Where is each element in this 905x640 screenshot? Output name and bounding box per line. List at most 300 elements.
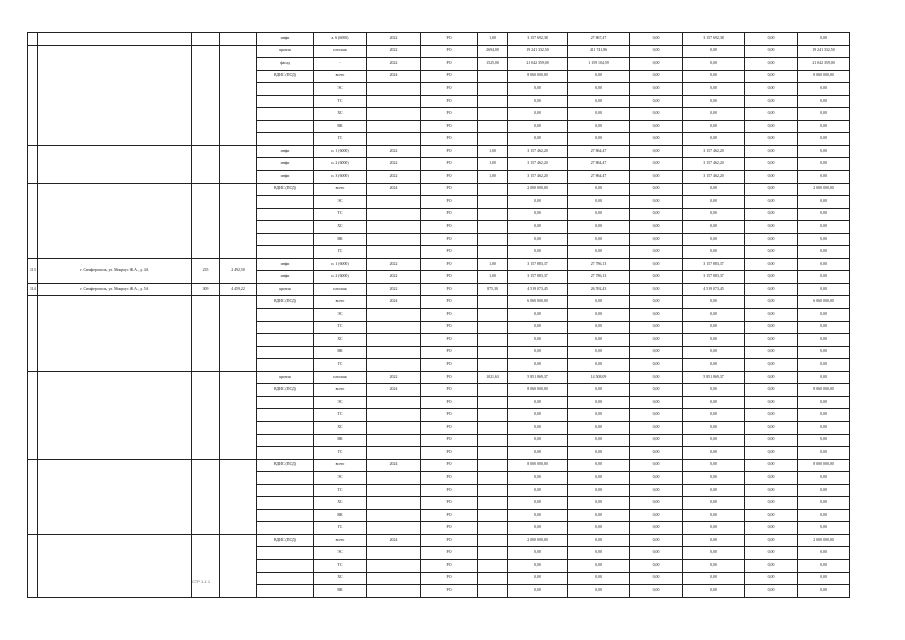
cell-source: РО: [421, 120, 478, 133]
cell-work-type: [257, 233, 314, 246]
cell-cost-extra: 0,00: [568, 459, 630, 472]
cell-cost-federal: 0,00: [630, 371, 683, 384]
cell-cost-fund: 0,00: [798, 95, 850, 108]
cell-cost-regional: 0,00: [683, 346, 745, 359]
cell-volume: [478, 334, 508, 347]
cell-row-number: [28, 459, 38, 534]
cell-volume: [478, 108, 508, 121]
cell-volume: [478, 534, 508, 547]
cell-work-type: инфи: [257, 33, 314, 46]
cell-work-type: инфи: [257, 171, 314, 184]
cell-cost-fund: 0,00: [798, 559, 850, 572]
cell-cost-extra: 0,00: [568, 70, 630, 83]
cell-volume: 1021,63: [478, 371, 508, 384]
cell-volume: [478, 585, 508, 598]
cell-apartments: [192, 534, 220, 597]
cell-work-type: ВДИС (ПСД): [257, 534, 314, 547]
cell-cost-extra: 0,00: [568, 196, 630, 209]
cell-work-type: [257, 421, 314, 434]
cell-volume: [478, 95, 508, 108]
cell-cost-fund: 0,00: [798, 283, 850, 296]
cell-cost-extra: 0,00: [568, 585, 630, 598]
cell-work-detail: ТС: [314, 409, 367, 422]
cell-cost-regional: 0,00: [683, 559, 745, 572]
cell-cost-federal: 0,00: [630, 497, 683, 510]
cell-cost-federal: 0,00: [630, 346, 683, 359]
cell-year: 2022: [367, 58, 421, 71]
cell-work-type: ВДИС (ПСД): [257, 296, 314, 309]
cell-volume: [478, 396, 508, 409]
cell-work-detail: ЭС: [314, 547, 367, 560]
cell-cost-extra: 0,00: [568, 509, 630, 522]
cell-work-type: [257, 309, 314, 322]
cell-cost-regional: 0,00: [683, 459, 745, 472]
cell-cost-federal: 0,00: [630, 45, 683, 58]
cell-work-type: фасад: [257, 58, 314, 71]
cell-work-type: [257, 196, 314, 209]
cell-cost-fund: 0,00: [798, 108, 850, 121]
cell-apartments: [192, 296, 220, 371]
cell-cost-regional: 3 157 883,37: [683, 271, 745, 284]
cell-work-detail: п. 1 (6000): [314, 145, 367, 158]
cell-cost-extra: 0,00: [568, 309, 630, 322]
cell-source: РО: [421, 70, 478, 83]
cell-work-type: [257, 108, 314, 121]
cell-year: [367, 321, 421, 334]
cell-area: [220, 33, 257, 46]
cell-work-type: [257, 221, 314, 234]
cell-year: 2024: [367, 459, 421, 472]
cell-cost-federal: 0,00: [630, 233, 683, 246]
cell-area: 4 459,22: [220, 283, 257, 296]
cell-work-detail: плоская: [314, 371, 367, 384]
cell-source: РО: [421, 384, 478, 397]
cell-cost-total: 19 241 332,50: [508, 45, 568, 58]
cell-cost-extra: 0,00: [568, 133, 630, 146]
cell-cost-regional: 0,00: [683, 70, 745, 83]
cell-cost-regional: 0,00: [683, 384, 745, 397]
cell-year: 2024: [367, 534, 421, 547]
cell-volume: [478, 547, 508, 560]
cell-cost-fund: 8 000 000,00: [798, 459, 850, 472]
cell-source: РО: [421, 346, 478, 359]
cell-cost-regional: 4 519 073,45: [683, 283, 745, 296]
cell-cost-extra: 27 786,13: [568, 258, 630, 271]
cell-cost-fund: 0,00: [798, 409, 850, 422]
cell-row-number: [28, 33, 38, 46]
cell-cost-local: 0,00: [745, 83, 798, 96]
cell-work-detail: ГС: [314, 133, 367, 146]
cell-cost-extra: 0,00: [568, 359, 630, 372]
cell-cost-fund: 0,00: [798, 221, 850, 234]
cell-cost-fund: 0,00: [798, 484, 850, 497]
register-body: [28, 33, 850, 598]
cell-cost-extra: 27 867,47: [568, 33, 630, 46]
cell-address: [38, 296, 192, 371]
cell-volume: [478, 484, 508, 497]
cell-work-detail: ВК: [314, 233, 367, 246]
cell-year: [367, 559, 421, 572]
cell-cost-extra: 0,00: [568, 208, 630, 221]
cell-cost-local: 0,00: [745, 258, 798, 271]
cell-cost-federal: 0,00: [630, 559, 683, 572]
cell-cost-total: 3 157 883,37: [508, 258, 568, 271]
cell-source: РО: [421, 133, 478, 146]
cell-year: 2022: [367, 45, 421, 58]
table-row: [28, 283, 850, 296]
cell-year: 2024: [367, 384, 421, 397]
table-row: [28, 296, 850, 309]
cell-cost-regional: 0,00: [683, 58, 745, 71]
cell-cost-fund: 8 060 000,00: [798, 384, 850, 397]
cell-cost-extra: 411 741,86: [568, 45, 630, 58]
cell-volume: [478, 497, 508, 510]
cell-cost-total: 3 157 462,20: [508, 158, 568, 171]
cell-area: [220, 45, 257, 145]
cell-volume: 1,00: [478, 271, 508, 284]
cell-cost-federal: 0,00: [630, 83, 683, 96]
cell-cost-fund: 2 000 000,00: [798, 183, 850, 196]
cell-cost-extra: 0,00: [568, 472, 630, 485]
cell-work-detail: а. 6 (6000): [314, 33, 367, 46]
cell-cost-federal: 0,00: [630, 70, 683, 83]
cell-year: [367, 497, 421, 510]
cell-source: РО: [421, 95, 478, 108]
cell-cost-extra: 0,00: [568, 447, 630, 460]
cell-cost-total: 0,00: [508, 359, 568, 372]
cell-work-type: [257, 522, 314, 535]
cell-cost-local: 0,00: [745, 45, 798, 58]
cell-cost-total: 0,00: [508, 509, 568, 522]
cell-cost-total: 0,00: [508, 346, 568, 359]
cell-apartments: [192, 459, 220, 534]
cell-volume: [478, 559, 508, 572]
cell-year: [367, 133, 421, 146]
cell-cost-total: 8 000 000,00: [508, 459, 568, 472]
cell-volume: [478, 346, 508, 359]
cell-address: [38, 459, 192, 534]
cell-cost-regional: 0,00: [683, 321, 745, 334]
register-table: [27, 32, 850, 598]
cell-work-detail: всего: [314, 534, 367, 547]
cell-source: РО: [421, 534, 478, 547]
cell-work-type: ВДИС (ПСД): [257, 459, 314, 472]
cell-cost-fund: 0,00: [798, 309, 850, 322]
cell-work-type: инфи: [257, 158, 314, 171]
cell-area: 2 492,50: [220, 258, 257, 283]
cell-cost-total: 0,00: [508, 233, 568, 246]
cell-work-type: [257, 509, 314, 522]
cell-work-detail: ЭС: [314, 309, 367, 322]
cell-cost-local: 0,00: [745, 246, 798, 259]
cell-cost-local: 0,00: [745, 309, 798, 322]
cell-cost-local: 0,00: [745, 421, 798, 434]
cell-year: [367, 83, 421, 96]
cell-cost-federal: 0,00: [630, 133, 683, 146]
cell-cost-regional: 0,00: [683, 409, 745, 422]
cell-work-detail: ВК: [314, 434, 367, 447]
cell-cost-local: 0,00: [745, 120, 798, 133]
cell-volume: [478, 434, 508, 447]
cell-cost-fund: 0,00: [798, 421, 850, 434]
cell-work-type: инфи: [257, 271, 314, 284]
cell-cost-local: 0,00: [745, 271, 798, 284]
cell-cost-local: 0,00: [745, 183, 798, 196]
cell-work-detail: п. 2 (6000): [314, 271, 367, 284]
cell-cost-regional: 3 157 462,20: [683, 158, 745, 171]
cell-cost-total: 2 000 000,00: [508, 183, 568, 196]
cell-work-type: инфи: [257, 258, 314, 271]
cell-cost-extra: 27 864,47: [568, 171, 630, 184]
table-row: [28, 183, 850, 196]
cell-area: [220, 534, 257, 597]
cell-cost-regional: 0,00: [683, 396, 745, 409]
cell-source: РО: [421, 509, 478, 522]
cell-source: РО: [421, 585, 478, 598]
cell-cost-total: 3 157 462,20: [508, 171, 568, 184]
cell-cost-fund: 0,00: [798, 447, 850, 460]
cell-cost-regional: 0,00: [683, 233, 745, 246]
cell-year: [367, 346, 421, 359]
cell-cost-total: 0,00: [508, 108, 568, 121]
cell-cost-local: 0,00: [745, 459, 798, 472]
cell-cost-local: 0,00: [745, 334, 798, 347]
cell-cost-federal: 0,00: [630, 33, 683, 46]
table-row: [28, 145, 850, 158]
cell-cost-federal: 0,00: [630, 296, 683, 309]
cell-year: 2024: [367, 296, 421, 309]
cell-cost-extra: 0,00: [568, 559, 630, 572]
cell-area: [220, 145, 257, 183]
cell-cost-total: 2 000 000,00: [508, 534, 568, 547]
cell-work-type: [257, 447, 314, 460]
cell-volume: [478, 221, 508, 234]
cell-cost-federal: 0,00: [630, 120, 683, 133]
cell-year: [367, 409, 421, 422]
cell-row-number: [28, 183, 38, 258]
cell-work-type: [257, 585, 314, 598]
cell-cost-fund: 0,00: [798, 522, 850, 535]
cell-work-detail: ГС: [314, 447, 367, 460]
cell-cost-total: 0,00: [508, 221, 568, 234]
cell-volume: [478, 296, 508, 309]
cell-cost-total: 6 060 000,00: [508, 296, 568, 309]
cell-year: [367, 221, 421, 234]
cell-year: [367, 359, 421, 372]
cell-year: [367, 472, 421, 485]
cell-source: РО: [421, 221, 478, 234]
cell-cost-local: 0,00: [745, 447, 798, 460]
cell-work-detail: ЭС: [314, 196, 367, 209]
cell-cost-local: 0,00: [745, 133, 798, 146]
cell-work-detail: ХС: [314, 497, 367, 510]
cell-source: РО: [421, 158, 478, 171]
cell-cost-total: 0,00: [508, 421, 568, 434]
cell-row-number: 113: [28, 258, 38, 283]
cell-source: РО: [421, 171, 478, 184]
cell-area: [220, 371, 257, 459]
cell-cost-total: 0,00: [508, 472, 568, 485]
cell-source: РО: [421, 371, 478, 384]
cell-cost-extra: 1 159 104,59: [568, 58, 630, 71]
cell-cost-local: 0,00: [745, 145, 798, 158]
cell-cost-regional: 0,00: [683, 547, 745, 560]
cell-work-detail: п. 1 (6000): [314, 258, 367, 271]
cell-cost-federal: 0,00: [630, 421, 683, 434]
cell-source: РО: [421, 58, 478, 71]
cell-source: РО: [421, 497, 478, 510]
cell-cost-regional: 0,00: [683, 421, 745, 434]
cell-source: РО: [421, 271, 478, 284]
cell-work-detail: ХС: [314, 334, 367, 347]
cell-cost-regional: 0,00: [683, 83, 745, 96]
cell-year: [367, 246, 421, 259]
cell-work-type: [257, 83, 314, 96]
cell-source: РО: [421, 484, 478, 497]
cell-year: 2022: [367, 145, 421, 158]
cell-cost-regional: 0,00: [683, 434, 745, 447]
cell-cost-total: 0,00: [508, 120, 568, 133]
cell-cost-total: 21 042 359,00: [508, 58, 568, 71]
cell-work-detail: ГС: [314, 246, 367, 259]
cell-cost-local: 0,00: [745, 409, 798, 422]
cell-source: РО: [421, 33, 478, 46]
cell-volume: [478, 83, 508, 96]
cell-cost-total: 0,00: [508, 246, 568, 259]
cell-cost-total: 0,00: [508, 522, 568, 535]
cell-address: [38, 371, 192, 459]
cell-cost-local: 0,00: [745, 221, 798, 234]
table-row: [28, 258, 850, 271]
cell-year: [367, 484, 421, 497]
cell-cost-regional: 0,00: [683, 133, 745, 146]
footer-mark: СТР 1-1 1: [192, 579, 211, 584]
cell-cost-fund: 0,00: [798, 472, 850, 485]
cell-cost-regional: 5 851 869,37: [683, 371, 745, 384]
cell-apartments: 235: [192, 258, 220, 283]
cell-volume: 1,00: [478, 258, 508, 271]
cell-year: [367, 522, 421, 535]
cell-cost-local: 0,00: [745, 70, 798, 83]
cell-source: РО: [421, 183, 478, 196]
cell-cost-local: 0,00: [745, 434, 798, 447]
cell-work-type: [257, 246, 314, 259]
cell-area: [220, 183, 257, 258]
cell-cost-total: 0,00: [508, 334, 568, 347]
cell-source: РО: [421, 434, 478, 447]
cell-source: РО: [421, 334, 478, 347]
cell-cost-regional: 3 157 883,37: [683, 258, 745, 271]
cell-cost-federal: 0,00: [630, 58, 683, 71]
cell-work-detail: всего: [314, 459, 367, 472]
cell-year: [367, 585, 421, 598]
cell-cost-federal: 0,00: [630, 547, 683, 560]
cell-apartments: [192, 183, 220, 258]
cell-cost-regional: 0,00: [683, 196, 745, 209]
cell-cost-regional: 0,00: [683, 334, 745, 347]
cell-cost-total: 0,00: [508, 95, 568, 108]
cell-work-detail: п. 2 (6000): [314, 158, 367, 171]
cell-cost-extra: 0,00: [568, 95, 630, 108]
cell-cost-regional: 0,00: [683, 472, 745, 485]
cell-work-type: [257, 321, 314, 334]
cell-year: [367, 547, 421, 560]
cell-cost-regional: 0,00: [683, 221, 745, 234]
cell-work-type: кровля: [257, 371, 314, 384]
cell-cost-fund: 0,00: [798, 585, 850, 598]
cell-work-type: инфи: [257, 145, 314, 158]
cell-cost-regional: 3 157 462,20: [683, 171, 745, 184]
cell-source: РО: [421, 309, 478, 322]
cell-source: РО: [421, 396, 478, 409]
cell-cost-total: 0,00: [508, 208, 568, 221]
cell-cost-federal: 0,00: [630, 509, 683, 522]
cell-year: [367, 309, 421, 322]
cell-cost-federal: 0,00: [630, 572, 683, 585]
cell-cost-local: 0,00: [745, 572, 798, 585]
cell-source: РО: [421, 45, 478, 58]
cell-cost-regional: 0,00: [683, 359, 745, 372]
cell-cost-federal: 0,00: [630, 221, 683, 234]
cell-cost-local: 0,00: [745, 484, 798, 497]
cell-cost-federal: 0,00: [630, 447, 683, 460]
cell-volume: [478, 208, 508, 221]
cell-work-detail: всего: [314, 70, 367, 83]
cell-cost-regional: 0,00: [683, 296, 745, 309]
cell-work-type: [257, 409, 314, 422]
cell-work-detail: ХС: [314, 108, 367, 121]
cell-cost-fund: 0,00: [798, 509, 850, 522]
cell-volume: 1,00: [478, 158, 508, 171]
cell-source: РО: [421, 359, 478, 372]
cell-cost-federal: 0,00: [630, 183, 683, 196]
cell-volume: [478, 120, 508, 133]
cell-volume: [478, 421, 508, 434]
cell-cost-local: 0,00: [745, 534, 798, 547]
cell-work-detail: ВК: [314, 585, 367, 598]
cell-cost-federal: 0,00: [630, 472, 683, 485]
cell-cost-fund: 0,00: [798, 233, 850, 246]
cell-cost-extra: 0,00: [568, 421, 630, 434]
cell-source: РО: [421, 522, 478, 535]
cell-year: [367, 95, 421, 108]
cell-cost-extra: 0,00: [568, 321, 630, 334]
cell-cost-fund: 0,00: [798, 120, 850, 133]
cell-cost-federal: 0,00: [630, 459, 683, 472]
cell-cost-extra: 0,00: [568, 497, 630, 510]
cell-cost-federal: 0,00: [630, 434, 683, 447]
cell-cost-extra: 0,00: [568, 83, 630, 96]
cell-apartments: 309: [192, 283, 220, 296]
cell-cost-federal: 0,00: [630, 208, 683, 221]
cell-work-detail: -: [314, 58, 367, 71]
cell-volume: [478, 133, 508, 146]
cell-volume: [478, 183, 508, 196]
cell-work-detail: п. 3 (6000): [314, 171, 367, 184]
cell-cost-local: 0,00: [745, 233, 798, 246]
cell-year: 2022: [367, 271, 421, 284]
cell-volume: 1,00: [478, 171, 508, 184]
cell-cost-federal: 0,00: [630, 359, 683, 372]
cell-cost-extra: 0,00: [568, 384, 630, 397]
cell-cost-federal: 0,00: [630, 258, 683, 271]
cell-source: РО: [421, 559, 478, 572]
cell-source: РО: [421, 208, 478, 221]
cell-cost-fund: 19 241 332,50: [798, 45, 850, 58]
cell-work-type: [257, 396, 314, 409]
cell-cost-fund: 6 060 000,00: [798, 296, 850, 309]
cell-address: [38, 45, 192, 145]
